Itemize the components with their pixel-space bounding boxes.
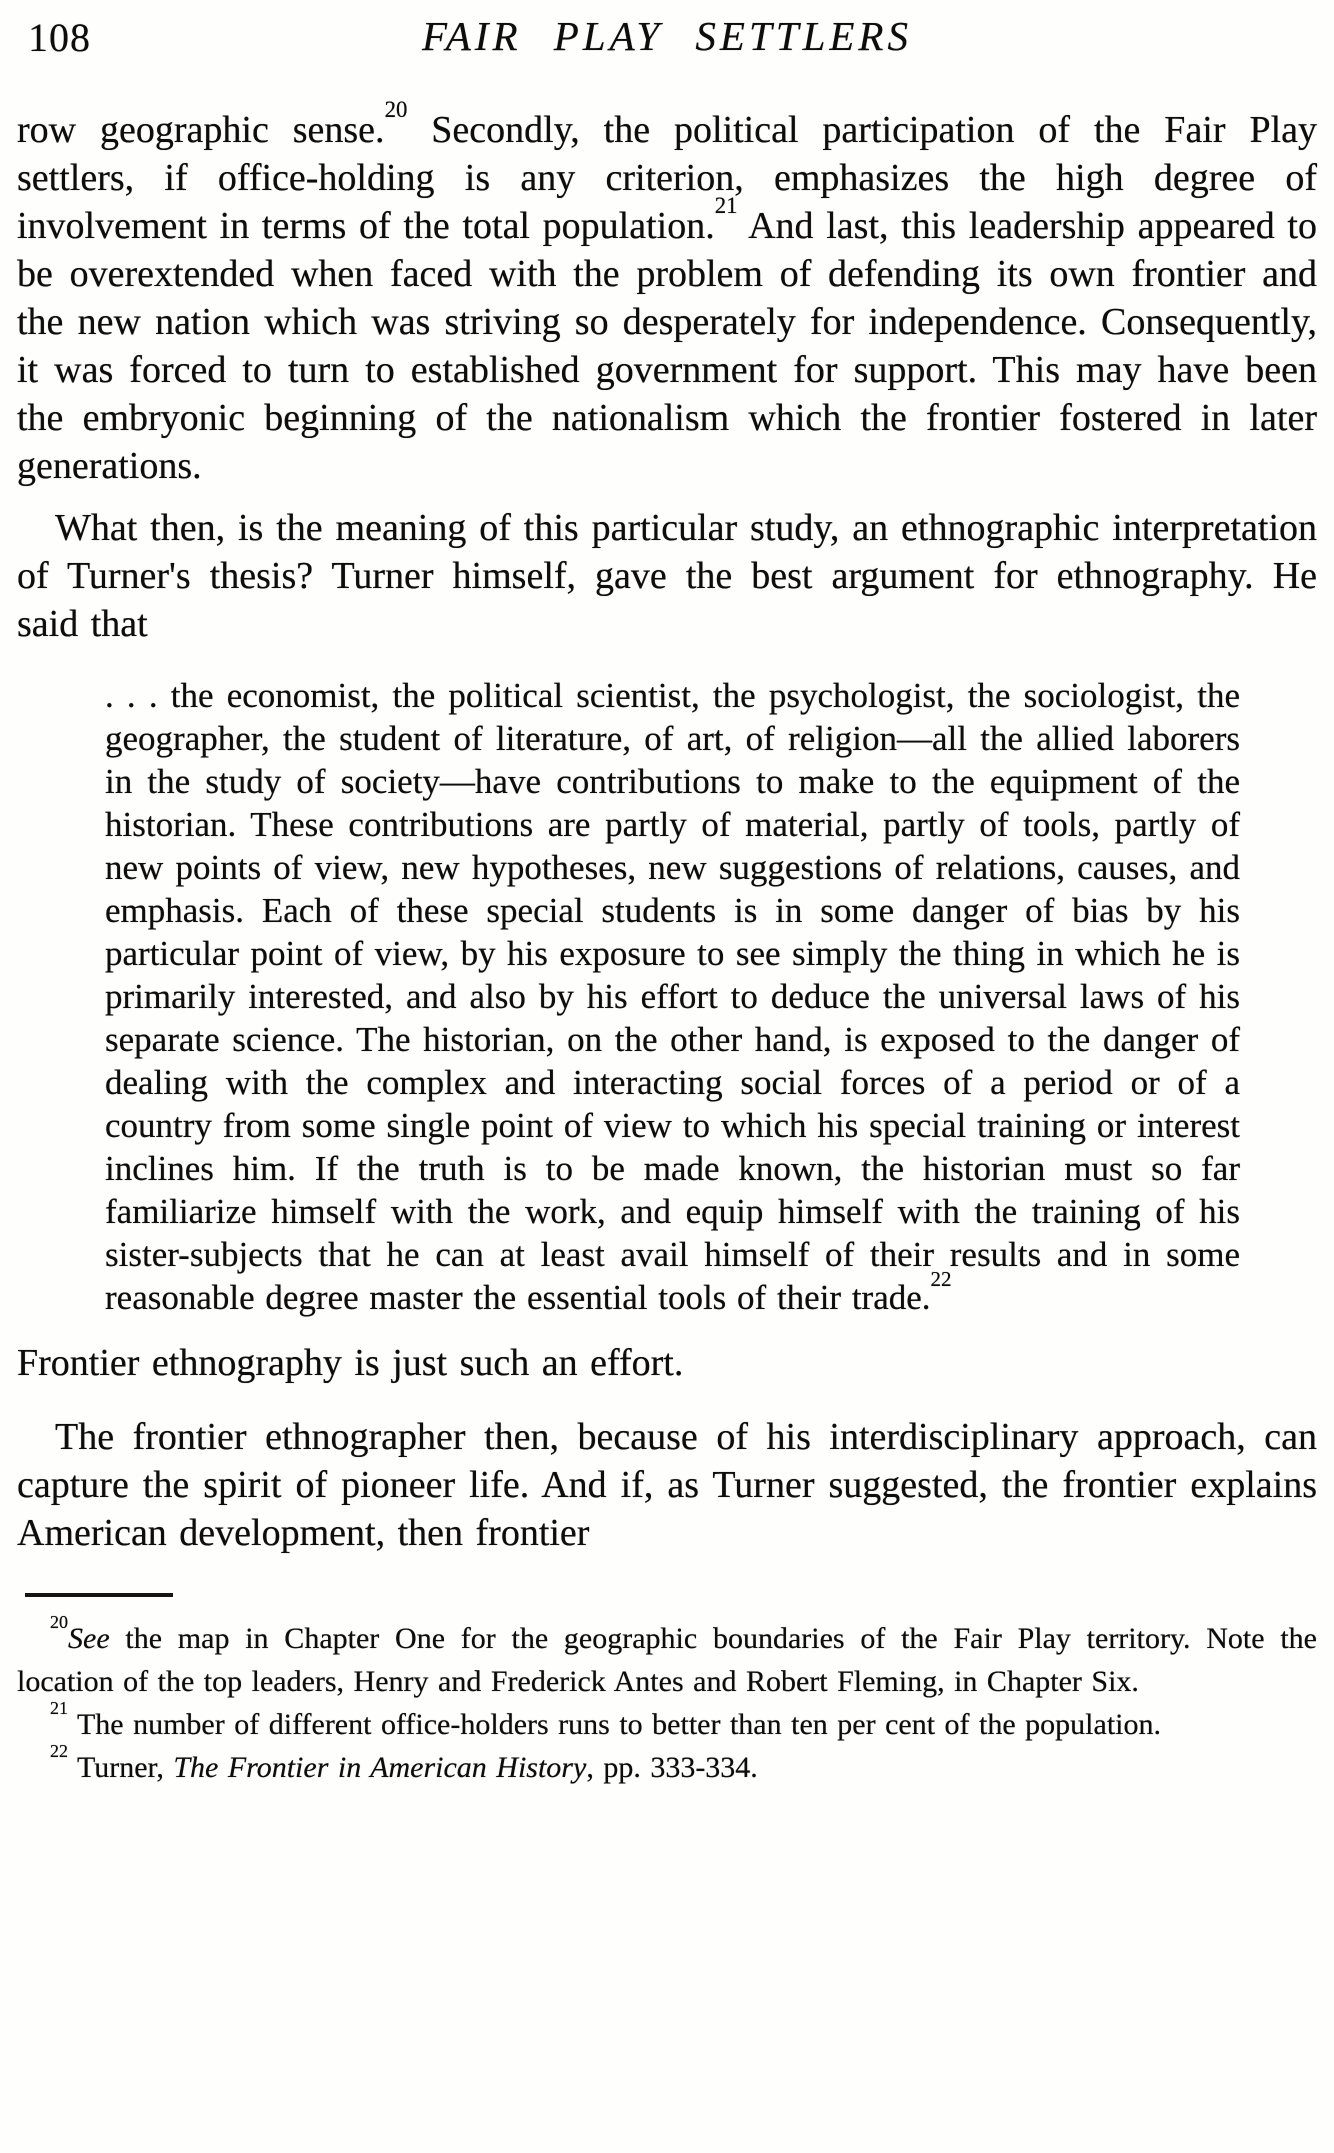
page-header [0, 10, 1334, 66]
footnote-20 [17, 1612, 1317, 1703]
paragraph-4: The frontier ethnographer then, because of his interdisciplinary approach, can capture the spirit of pioneer life. And if, as Turner suggested, the frontier explains American development, then frontier [17, 1416, 1317, 1554]
footnote-22 [17, 1741, 1317, 1789]
paragraph-3: Frontier ethnography is just such an effort. [17, 1342, 684, 1384]
page-number: 108 [28, 15, 91, 60]
footnote-21-marker: 21 [50, 1698, 68, 1718]
paragraph-2: What then, is the meaning of this particular study, an ethnographic interpretation of Turner's thesis? Turner himself, gave the best argument for ethnography. He said that [17, 507, 1317, 645]
footnote-20-text: the map in Chapter One for the geographic boundaries of the Fair Play territory. Note the location of the top leaders, Henry and Frederick Antes and Robert Fleming, in Chapter Six. [17, 1622, 1317, 1698]
footnote-20-see-italic: See [68, 1622, 110, 1655]
footnote-22-marker: 22 [50, 1741, 68, 1761]
block-quote-text: . . . the economist, the political scientist, the psychologist, the sociologist, the geographer, the student of literature, of art, of religion—all the allied laborers in the study of society—have contributions to make to the equipment of the historian. These contributions are partly of material, partly of tools, partly of new points of view, new hypotheses, new suggestions of relations, causes, and emphasis. Each of these special students is in some danger of bias by his particular point of view, by his exposure to see simply the thing in which he is primarily interested, and also by his effort to deduce the universal laws of his separate science. The historian, on the other hand, is exposed to the danger of dealing with the complex and interacting social forces of a period or of a country from some single point of view to which his special training or interest inclines him. If the truth is to be made known, the historian must so far familiarize himself with the work, and equip himself with the training of his sister-subjects that he can at least avail himself of their results and in some reasonable degree master the essential tools of their trade. [105, 676, 1240, 1317]
footnote-separator-rule [25, 1593, 173, 1597]
running-title: FAIR PLAY SETTLERS [422, 13, 912, 59]
footnote-21 [17, 1698, 1317, 1746]
footnote-21-text: The number of different office-holders runs to better than ten per cent of the population. [68, 1708, 1161, 1741]
paragraph-1-text-c: And last, this leadership appeared to be overextended when faced with the problem of defending its own frontier and the new nation which was striving so desperately for independence. Consequently, it was forced to turn to established government for support. This may have been the embryonic beginning of the nationalism which the frontier fostered in later generations. [17, 205, 1317, 487]
paragraph-1 [17, 96, 1317, 490]
footnote-ref-21: 21 [714, 192, 738, 218]
footnote-22-book-title: The Frontier in American History [173, 1751, 587, 1784]
footnote-ref-22: 22 [930, 1266, 952, 1291]
paragraph-1-text-a: row geographic sense. [17, 109, 385, 151]
footnote-20-marker: 20 [50, 1612, 68, 1632]
footnotes-section [17, 1612, 1317, 1789]
page-content [17, 96, 1317, 1789]
paragraph-1-text-b: Secondly, the political participation of the Fair Play settlers, if office-holding is any criterion, emphasizes the high degree of involvement in terms of the total population. [17, 109, 1317, 247]
footnote-ref-20: 20 [384, 96, 408, 122]
footnote-22-pre: Turner, [68, 1751, 174, 1784]
block-quote [105, 674, 1240, 1319]
footnote-22-post: , pp. 333-334. [586, 1751, 758, 1784]
